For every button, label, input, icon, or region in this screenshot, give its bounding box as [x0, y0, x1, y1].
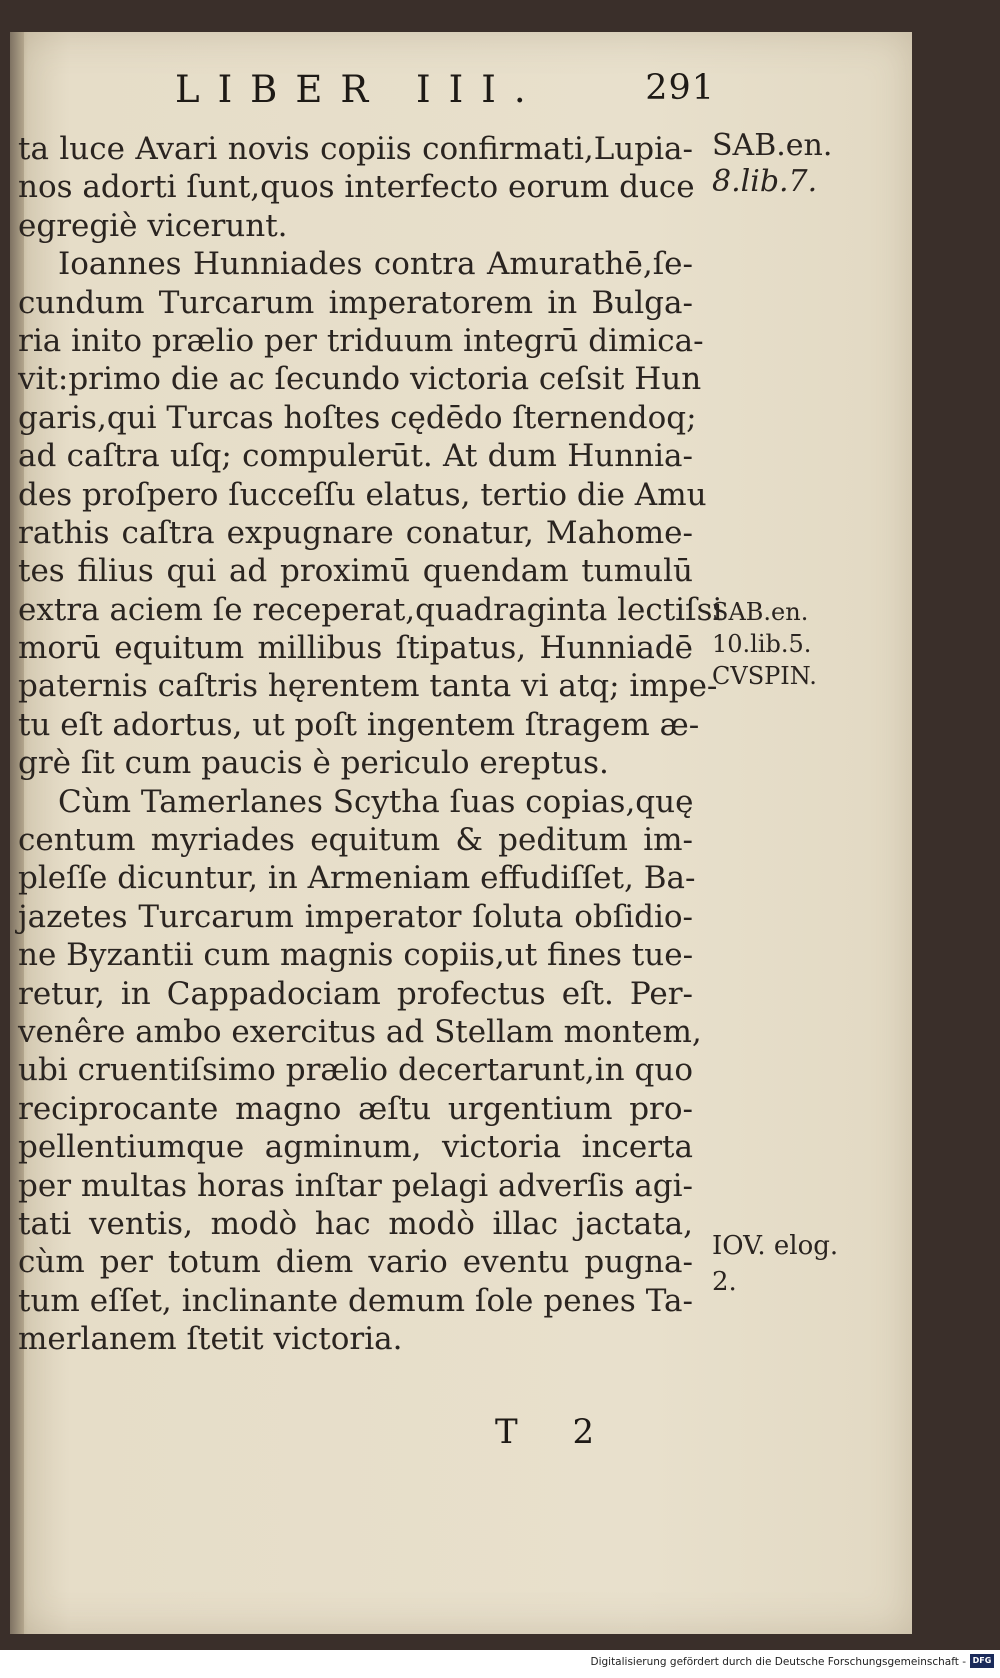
- text-line: ria inito prælio per triduum integrū dimica-: [18, 322, 704, 359]
- marginal-line: 10.lib.5.: [712, 630, 812, 658]
- text-line: egregiè vicerunt.: [18, 207, 288, 244]
- text-line: centum myriades equitum & peditum im-: [18, 822, 693, 859]
- text-line: jazetes Turcarum imperator ſoluta obſidio-: [18, 898, 693, 935]
- text-line: per multas horas inſtar pelagi adverſis agi-: [18, 1167, 693, 1204]
- text-line: paternis caſtris hęrentem tanta vi atq; impe-: [18, 668, 718, 705]
- text-line: morū equitum millibus ſtipatus, Hunniadē: [18, 630, 693, 667]
- text-line: des proſpero ſucceſſu elatus, tertio die Amu: [18, 476, 707, 513]
- page-header: [175, 68, 715, 118]
- body-text: [18, 130, 723, 1359]
- marginal-note-jovius: [712, 1228, 838, 1300]
- text-line: pleſſe dicuntur, in Armeniam effudiſſet, Ba-: [18, 860, 696, 897]
- text-line: pellentiumque agminum, victoria incerta: [18, 1129, 693, 1166]
- text-line: rathis caſtra expugnare conatur, Mahome-: [18, 514, 693, 551]
- marginal-line: SAB.en.: [712, 128, 833, 163]
- dfg-logo: DFG: [970, 1654, 994, 1668]
- marginal-note-sabellicus-1: [712, 128, 832, 200]
- text-line: reciprocante magno æſtu urgentium pro-: [18, 1090, 693, 1127]
- marginal-note-sabellicus-2: [712, 596, 817, 692]
- text-line: ta luce Avari novis copiis confirmati,Lupia-: [18, 131, 693, 167]
- text-line: cundum Turcarum imperatorem in Bulga-: [18, 284, 693, 321]
- signature-mark: T 2: [495, 1412, 617, 1452]
- text-line: tes filius qui ad proximū quendam tumulū: [18, 553, 693, 590]
- text-line: cùm per totum diem vario eventu pugna-: [18, 1244, 693, 1281]
- text-line: ad caſtra uſq; compulerūt. At dum Hunnia-: [18, 438, 693, 475]
- text-line: extra aciem ſe receperat,quadraginta lectiſsi: [18, 591, 723, 628]
- marginal-line: 2.: [712, 1267, 737, 1297]
- text-line: venêre ambo exercitus ad Stellam montem,: [18, 1013, 702, 1050]
- funding-credit: Digitalisierung gefördert durch die Deutsche Forschungsgemeinschaft -: [590, 1656, 966, 1668]
- text-line: tum eſſet, inclinante demum ſole penes Ta-: [18, 1282, 693, 1319]
- text-line: ubi cruentiſsimo prælio decertarunt,in quo: [18, 1052, 693, 1089]
- marginal-line: 8.lib.7.: [712, 164, 818, 199]
- text-line: vit:primo die ac ſecundo victoria ceſsit Hun: [18, 361, 702, 398]
- text-line: Cùm Tamerlanes Scytha ſuas copias,quę: [58, 783, 694, 820]
- marginal-line: CVSPIN.: [712, 662, 817, 690]
- text-line: merlanem ſtetit victoria.: [18, 1321, 403, 1358]
- page-number: 291: [645, 68, 715, 108]
- marginal-line: SAB.en.: [712, 598, 809, 626]
- marginal-line: IOV. elog.: [712, 1231, 839, 1261]
- footer-bar: [0, 1650, 1000, 1678]
- text-line: garis,qui Turcas hoſtes cędēdo ſternendoq;: [18, 399, 697, 436]
- text-line: nos adorti ſunt,quos interfecto eorum duce: [18, 169, 695, 206]
- text-line: grè ſit cum paucis è periculo ereptus.: [18, 745, 609, 782]
- text-line: retur, in Cappadociam profectus eſt. Per-: [18, 975, 693, 1012]
- text-line: tati ventis, modò hac modò illac jactata,: [18, 1205, 693, 1242]
- text-line: Ioannes Hunniades contra Amurathē,ſe-: [58, 246, 693, 283]
- text-line: tu eſt adortus, ut poſt ingentem ſtragem æ-: [18, 706, 700, 743]
- text-line: ne Byzantii cum magnis copiis,ut fines tue-: [18, 937, 694, 974]
- running-title: LIBER III.: [175, 68, 544, 111]
